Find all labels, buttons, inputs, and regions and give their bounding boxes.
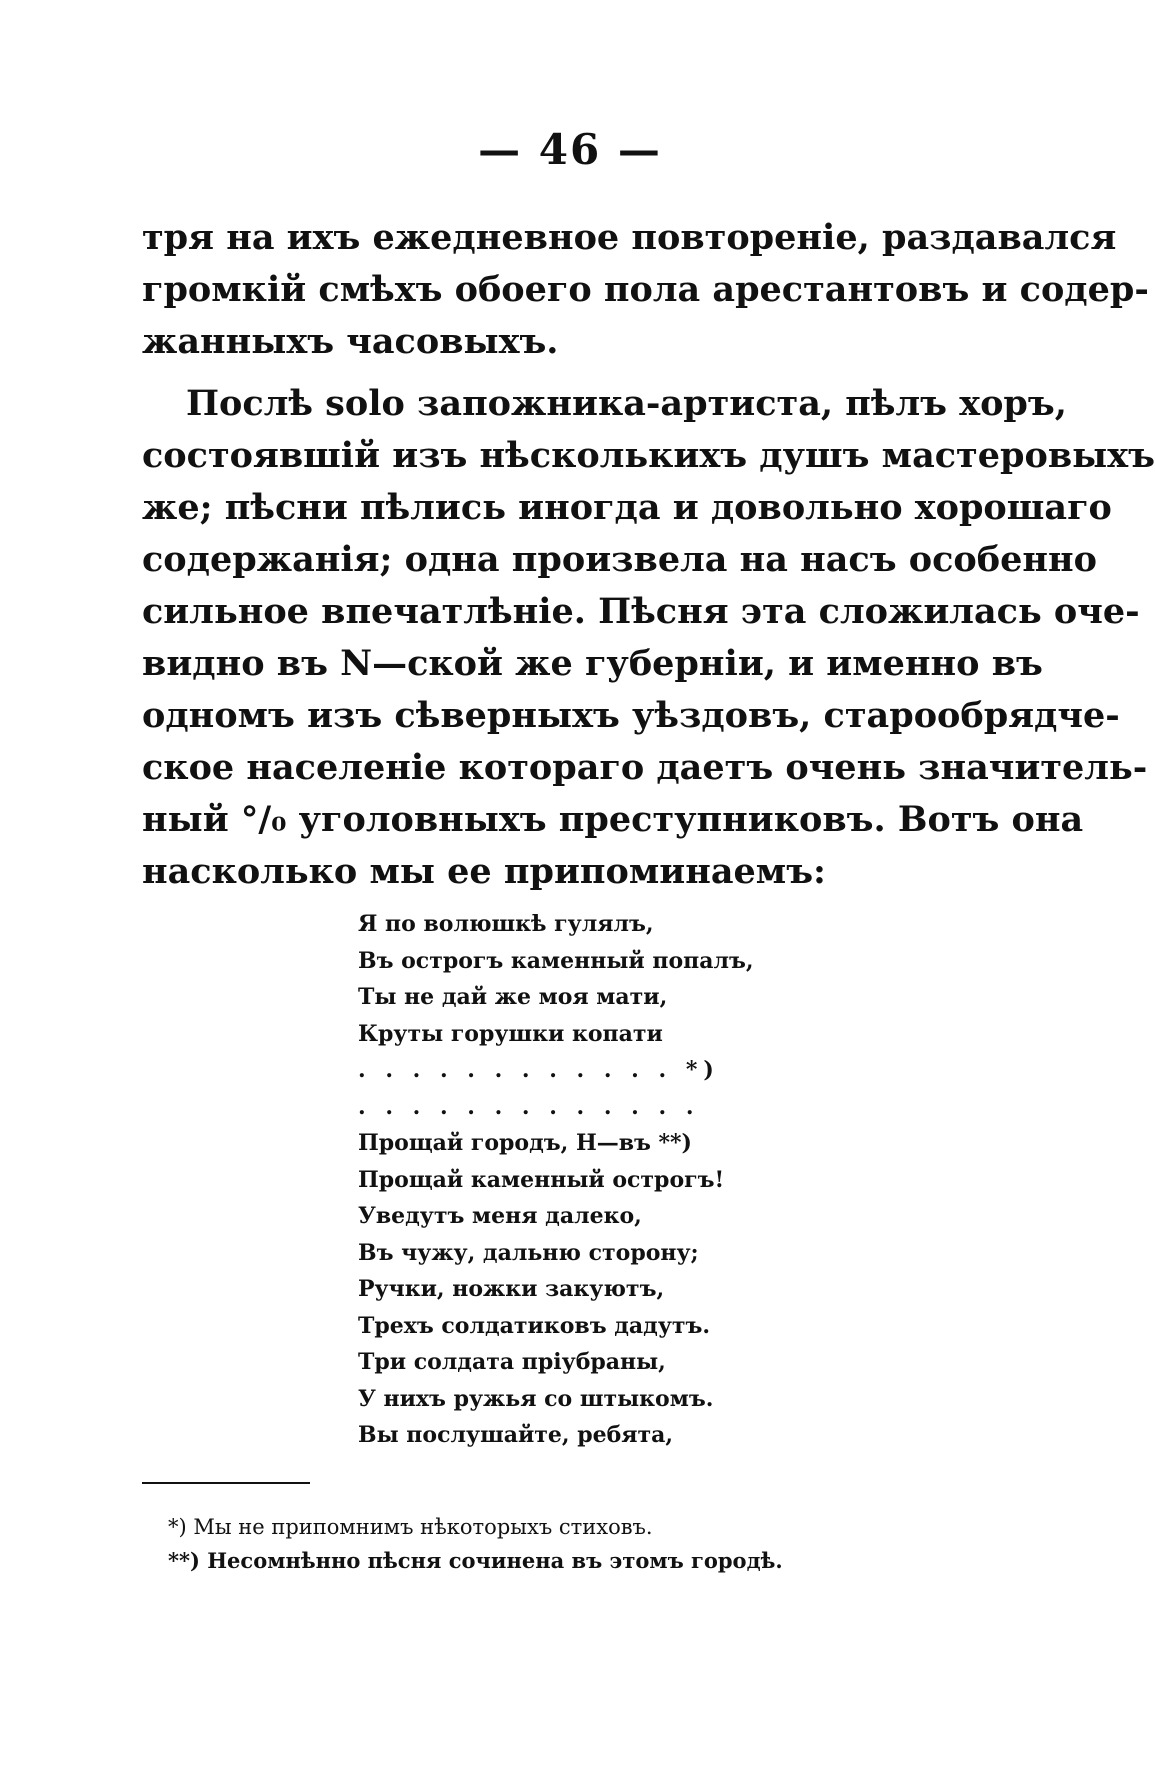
footnote-rule: [142, 1482, 310, 1484]
prose-line: ское населеніе котораго даетъ очень значитель-: [142, 747, 1148, 788]
footnote: *) Мы не припомнимъ нѣкоторыхъ стиховъ.: [168, 1515, 653, 1539]
page-number: — 46 —: [478, 125, 662, 174]
poem-line: У нихъ ружья со штыкомъ.: [358, 1385, 714, 1412]
poem-line: Уведутъ меня далеко,: [358, 1203, 642, 1229]
prose-line: видно въ N—ской же губерніи, и именно въ: [142, 643, 1043, 684]
prose-line: состоявшій изъ нѣсколькихъ душъ мастеровыхъ: [142, 435, 1155, 476]
poem-line: Трехъ солдатиковъ дадутъ.: [358, 1312, 711, 1339]
poem-line: Я по волюшкѣ гулялъ,: [358, 911, 654, 937]
poem-ellipsis-line: . . . . . . . . . . . . *): [358, 1057, 720, 1083]
prose-line: насколько мы ее припоминаемъ:: [142, 851, 826, 892]
prose-line: Послѣ solo запожника-артиста, пѣлъ хоръ,: [186, 383, 1067, 424]
poem-line: Круты горушки копати: [358, 1020, 663, 1047]
prose-line: же; пѣсни пѣлись иногда и довольно хорошаго: [142, 487, 1112, 528]
poem-line: Въ острогъ каменный попалъ,: [358, 947, 754, 974]
prose-line: жанныхъ часовыхъ.: [142, 321, 559, 362]
poem-line: Вы послушайте, ребята,: [358, 1422, 674, 1448]
footnote: **) Несомнѣнно пѣсня сочинена въ этомъ городѣ.: [168, 1548, 783, 1573]
poem-ellipsis-line: . . . . . . . . . . . . .: [358, 1093, 700, 1120]
poem-line: Ты не дай же моя мати,: [358, 984, 668, 1010]
prose-line: громкій смѣхъ обоего пола арестантовъ и содер-: [142, 269, 1149, 310]
footnotes: [168, 1510, 968, 1578]
prose-line: тря на ихъ ежедневное повтореніе, раздавался: [142, 217, 1117, 258]
prose-line: одномъ изъ сѣверныхъ уѣздовъ, старообрядче-: [142, 695, 1120, 736]
poem-line: Три солдата прiубраны,: [358, 1349, 666, 1375]
poem-line: Прощай каменный острогъ!: [358, 1166, 725, 1193]
poem-line: Ручки, ножки закуютъ,: [358, 1276, 665, 1302]
prose-block: [142, 212, 1155, 898]
prose-line: ный °/₀ уголовныхъ преступниковъ. Вотъ она: [142, 799, 1084, 840]
poem-line: Въ чужу, дальню сторону;: [358, 1239, 699, 1266]
prose-line: сильное впечатлѣніе. Пѣсня эта сложилась оче-: [142, 591, 1140, 632]
poem-line: Прощай городъ, Н—въ **): [358, 1130, 692, 1156]
poem-block: [358, 906, 818, 1454]
prose-line: содержанія; одна произвела на насъ особенно: [142, 539, 1097, 580]
